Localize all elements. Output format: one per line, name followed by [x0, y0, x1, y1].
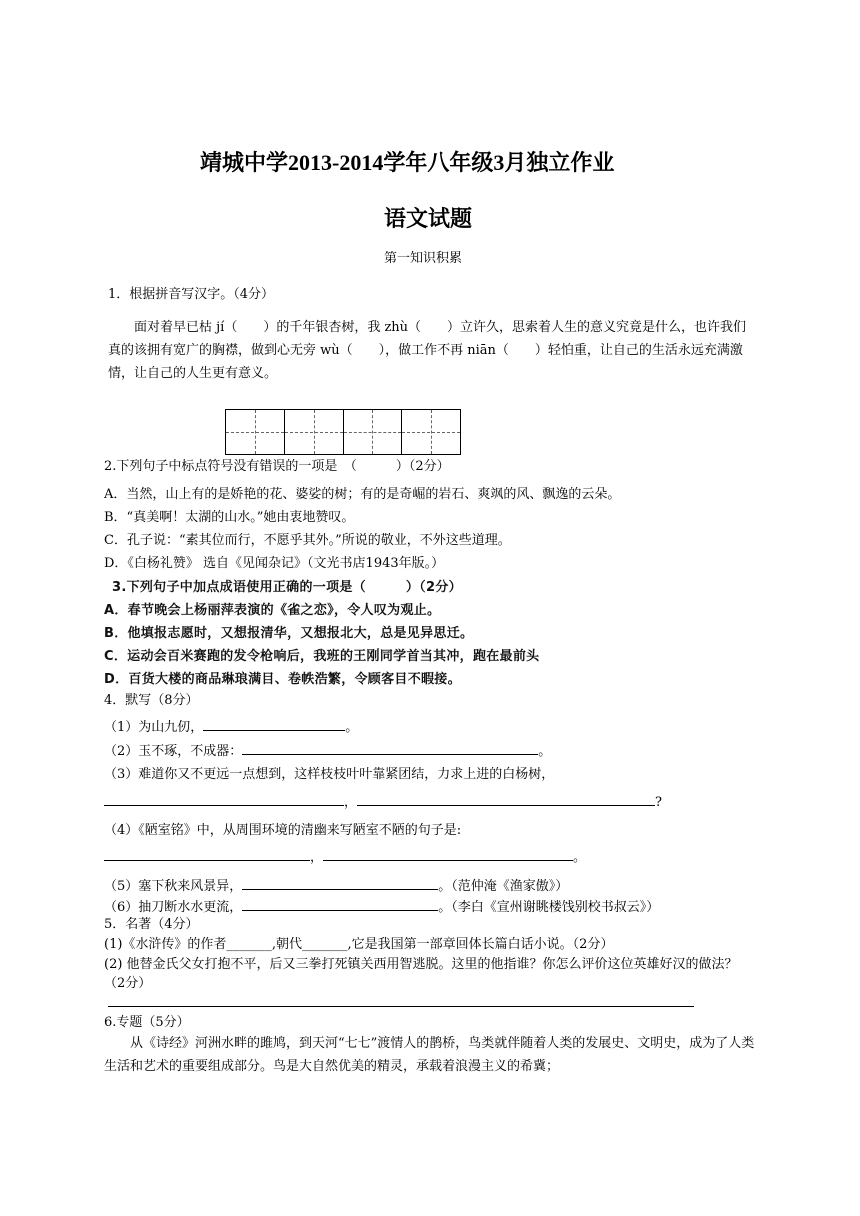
period: 。 [573, 850, 587, 865]
q4-line-5 [104, 876, 568, 896]
period: 。 [538, 744, 552, 759]
q4-line-2 [104, 741, 551, 761]
q5-line-1: (1)《水浒传》的作者_______,朝代_______,它是我国第一部章回体长篇白话小说。（2分） [104, 937, 614, 952]
q4-line-4: （4）《陋室铭》中，从周围环境的清幽来写陋室不陋的句子是: [104, 823, 462, 838]
q2-option-c: C．孔子说：“素其位而行，不愿乎其外。”所说的敬业，不外这些道理。 [104, 533, 511, 548]
answer-line[interactable] [108, 1006, 694, 1007]
answer-cell[interactable] [285, 410, 344, 454]
q4-line-5-source: 。（范仲淹《渔家傲》） [438, 879, 569, 894]
page-subtitle: 语文试题 [384, 206, 473, 231]
q4-line-1 [104, 717, 358, 737]
q4-line-6-text: （6）抽刀断水水更流， [104, 900, 243, 915]
q3-option-a: A．春节晚会上杨丽萍表演的《雀之恋》，令人叹为观止。 [104, 603, 441, 618]
q1-heading: 1．根据拼音写汉字。（4分） [108, 287, 275, 302]
blank-line[interactable] [323, 847, 573, 861]
page-title: 靖城中学2013-2014学年八年级3月独立作业 [200, 150, 615, 175]
section-heading: 第一知识积累 [384, 251, 463, 266]
blank-line[interactable] [203, 717, 345, 731]
q4-line-6 [104, 897, 659, 917]
answer-cell[interactable] [344, 410, 403, 454]
period: 。 [345, 720, 359, 735]
blank-line[interactable] [104, 847, 310, 861]
q5-heading: 5．名著（4分） [104, 917, 199, 932]
q4-line-6-source: 。（李白《宣州谢眺楼饯别校书叔云》） [438, 900, 660, 915]
q5-line-2: (2) 他替金氏父女打抱不平，后又三拳打死镇关西用智逃脱。这里的他指谁？你怎么评价这位英雄好汉的做法？（2分） [104, 957, 738, 991]
q6-heading: 6.专题（5分） [104, 1015, 190, 1030]
question-mark: ? [655, 795, 662, 810]
q3-option-c: C．运动会百米赛跑的发令枪响后，我班的王刚同学首当其冲，跑在最前头 [104, 649, 540, 664]
comma: ， [310, 850, 324, 865]
q6-paragraph: 从《诗经》河洲水畔的雎鸠，到天河“七七”渡情人的鹊桥，鸟类就伴随着人类的发展史、文明史，成为了人类生活和艺术的重要组成部分。鸟是大自然优美的精灵，承载着浪漫主义的希冀； [104, 1036, 755, 1074]
q4-line-3: （3）难道你又不更远一点想到，这样枝枝叶叶靠紧团结，力求上进的白杨树， [104, 767, 555, 782]
q3-option-b: B．他填报志愿时，又想报清华，又想报北大，总是见异思迁。 [104, 626, 474, 641]
q2-heading: 2.下列句子中标点符号没有错误的一项是 （ ）（2分） [104, 459, 450, 474]
q3-heading: 3.下列句子中加点成语使用正确的一项是（ ）（2分） [112, 580, 462, 595]
q1-paragraph: 面对着早已枯 jí（ ）的千年银杏树，我 zhù（ ）立许久，思索着人生的意义究竟是什么，也许我们真的该拥有宽广的胸襟，做到心无旁 wù（ ），做工作不再 niān（ ）轻怕重，让自己的生活永远充满激情，让自己的人生更有意义。 [108, 320, 747, 381]
answer-grid[interactable] [225, 409, 461, 455]
q4-line-3-blanks [104, 792, 662, 812]
q4-line-5-text: （5）塞下秋来风景异， [104, 879, 243, 894]
q2-option-a: A．当然，山上有的是娇艳的花、婆娑的树；有的是奇崛的岩石、爽飒的风、飘逸的云朵。 [104, 487, 621, 502]
q2-option-b: B．“真美啊！太湖的山水。”她由衷地赞叹。 [104, 510, 355, 525]
comma: ， [344, 795, 358, 810]
q4-line-2-text: （2）玉不琢，不成器： [104, 744, 243, 759]
blank-line[interactable] [242, 876, 438, 890]
q2-option-d: D．《白杨礼赞》 选自《见闻杂记》（文光书店1943年版。） [104, 556, 445, 571]
q4-line-4-blanks [104, 847, 586, 867]
q4-line-1-text: （1）为山九仞， [104, 720, 204, 735]
blank-line[interactable] [242, 741, 538, 755]
q4-heading: 4．默写（8分） [104, 693, 199, 708]
blank-line[interactable] [242, 897, 438, 911]
blank-line[interactable] [357, 792, 655, 806]
q3-option-d: D．百货大楼的商品琳琅满目、卷帙浩繁，令顾客目不暇接。 [104, 672, 461, 687]
blank-line[interactable] [104, 792, 344, 806]
answer-cell[interactable] [402, 410, 460, 454]
answer-cell[interactable] [226, 410, 285, 454]
